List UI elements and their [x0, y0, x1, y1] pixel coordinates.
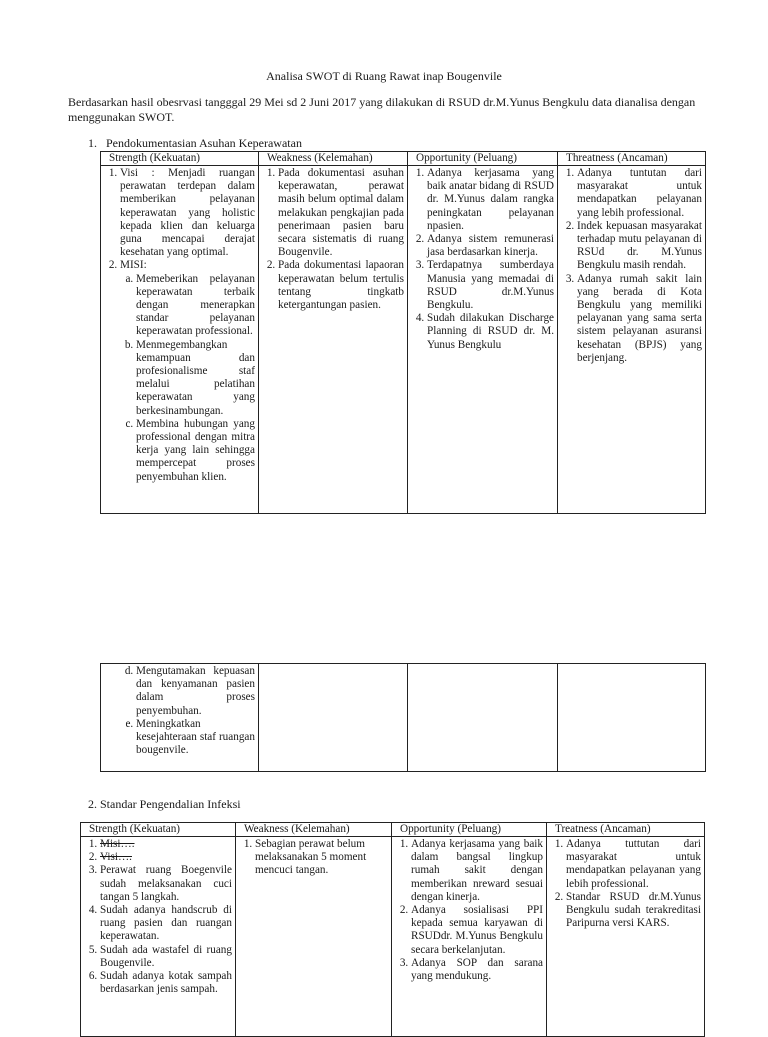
threat-item: 2. Standar RSUD dr.M.Yunus Bengkulu sudah terakreditasi Paripurna versi KARS.	[566, 891, 701, 931]
opportunity-item: 1. Adanya kerjasama yang baik anatar bidang di RSUD dr. M.Yunus dalam rangka peningkatan pelayanan npasien.	[427, 167, 554, 233]
threat-cell	[547, 837, 705, 1037]
header-opportunity: Opportunity (Peluang)	[392, 823, 547, 837]
opportunity-cell	[392, 837, 547, 1037]
table-row	[101, 664, 706, 772]
misi-item: c. Membina hubungan yang professional dengan mitra kerja yang lain sehingga mempercepat proses penyembuhan klien.	[136, 418, 255, 484]
opportunity-item: 2. Adanya sosialisasi PPI kepada semua karyawan di RSUDdr. M.Yunus Bengkulu secara berkelanjutan.	[411, 904, 543, 957]
threat-item: 1. Adanya tuntutan dari masyarakat untuk mendapatkan pelayanan yang lebih professional.	[577, 167, 702, 220]
table-header-row	[101, 152, 706, 166]
misi-item: b. Menmegembangkan kemampuan dan profesionalisme staf melalui pelatihan keperawatan yang berkesinambungan.	[136, 339, 255, 418]
strength-cell	[81, 837, 236, 1037]
weakness-cell	[236, 837, 392, 1037]
header-treatness: Treatness (Ancaman)	[547, 823, 705, 837]
misi-item: a. Memeberikan pelayanan keperawatan terbaik dengan menerapkan standar pelayanan keperawatan professional.	[136, 273, 255, 339]
misi-label: MISI:	[120, 259, 147, 272]
header-opportunity: Opportunity (Peluang)	[408, 152, 558, 166]
header-strength: Strength (Kekuatan)	[81, 823, 236, 837]
threat-cell-continued	[558, 664, 706, 772]
section1-heading: 1. Pendokumentasian Asuhan Keperawatan	[88, 136, 302, 150]
strength-item: 1. Misi….	[100, 838, 232, 851]
strength-cell	[101, 166, 259, 514]
opportunity-item: 4. Sudah dilakukan Discharge Planning di RSUD dr. M. Yunus Bengkulu	[427, 312, 554, 352]
opportunity-cell-continued	[408, 664, 558, 772]
strength-item: 4. Sudah adanya handscrub di ruang pasien dan ruangan keperawatan.	[100, 904, 232, 944]
strength-misi	[120, 259, 255, 483]
swot-table-2	[80, 822, 705, 1037]
opportunity-cell	[408, 166, 558, 514]
strength-item: 2. Visi….	[100, 851, 232, 864]
opportunity-item: 3. Adanya SOP dan sarana yang mendukung.	[411, 957, 543, 983]
strength-cell-continued	[101, 664, 259, 772]
section2-heading: 2. Standar Pengendalian Infeksi	[88, 797, 241, 811]
document-title: Analisa SWOT di Ruang Rawat inap Bougenvile	[266, 69, 502, 83]
threat-item: 3. Adanya rumah sakit lain yang berada di Kota Bengkulu yang memiliki pelayanan yang sama serta sistem pelayanan asuransi kesehatan (BPJS) yang berjenjang.	[577, 273, 702, 365]
opportunity-item: 2. Adanya sistem remunerasi jasa berdasarkan kinerja.	[427, 233, 554, 259]
opportunity-item: 3. Terdapatnya sumberdaya Manusia yang memadai di RSUD dr.M.Yunus Bengkulu.	[427, 259, 554, 312]
misi-item: e. Meningkatkan kesejahteraan staf ruangan bougenvile.	[136, 718, 255, 758]
weakness-item: 2. Pada dokumentasi lapaoran keperawatan belum tertulis tentang tingkatb ketergantungan pasien.	[278, 259, 404, 312]
swot-table-1-continued	[100, 663, 706, 772]
table-row	[101, 166, 706, 514]
weakness-cell	[259, 166, 408, 514]
weakness-item: 1. Pada dokumentasi asuhan keperawatan, perawat masih belum optimal dalam melakukan pengkajian pada penerimaan pasien baru secara sistematis di ruang Bougenvile.	[278, 167, 404, 259]
threat-item: 1. Adanya tuttutan dari masyarakat untuk mendapatkan pelayanan yang lebih professional.	[566, 838, 701, 891]
threat-cell	[558, 166, 706, 514]
weakness-item: 1. Sebagian perawat belum melaksanakan 5 moment mencuci tangan.	[255, 838, 388, 878]
strength-item: 5. Sudah ada wastafel di ruang Bougenvile.	[100, 944, 232, 970]
strength-item: 6. Sudah adanya kotak sampah berdasarkan jenis sampah.	[100, 970, 232, 996]
header-strength: Strength (Kekuatan)	[101, 152, 259, 166]
table-row	[81, 837, 705, 1037]
intro-paragraph: Berdasarkan hasil obesrvasi tangggal 29 Mei sd 2 Juni 2017 yang dilakukan di RSUD dr.M.Yunus Bengkulu data dianalisa dengan menggunakan SWOT.	[68, 95, 696, 124]
threat-item: 2. Indek kepuasan masyarakat terhadap mutu pelayanan di RSUd dr. M.Yunus Bengkulu masih rendah.	[577, 220, 702, 273]
weakness-cell-continued	[259, 664, 408, 772]
strength-visi: 1. Visi : Menjadi ruangan perawatan terdepan dalam memberikan pelayanan keperawatan yang holistic kepada klien dan keluarga guna mencapai derajat kesehatan yang optimal.	[120, 167, 255, 259]
header-weakness: Weakness (Kelemahan)	[259, 152, 408, 166]
strength-item: 3. Perawat ruang Boegenvile sudah melaksanakan cuci tangan 5 langkah.	[100, 864, 232, 904]
opportunity-item: 1. Adanya kerjasama yang baik dalam bangsal lingkup rumah sakit dengan memberikan nreward sesuai dengan kinerja.	[411, 838, 543, 904]
swot-table-1	[100, 151, 706, 514]
header-weakness: Weakness (Kelemahan)	[236, 823, 392, 837]
table-header-row	[81, 823, 705, 837]
header-threatness: Threatness (Ancaman)	[558, 152, 706, 166]
misi-item: d. Mengutamakan kepuasan dan kenyamanan pasien dalam proses penyembuhan.	[136, 665, 255, 718]
